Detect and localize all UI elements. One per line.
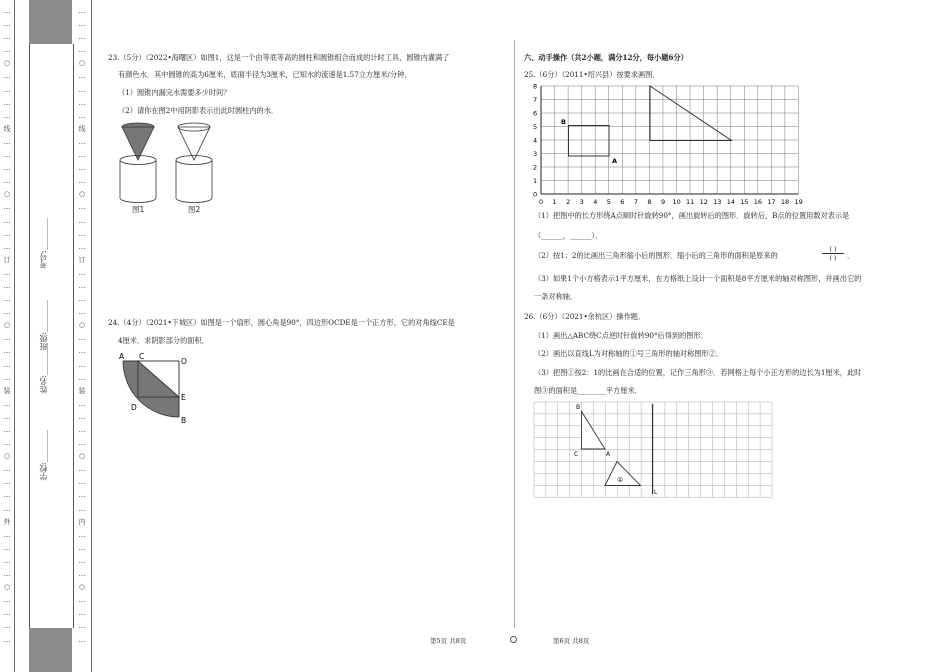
label-A: A — [119, 352, 125, 361]
inner-binding-mark: … — [78, 478, 86, 487]
y-tick-label: 7 — [533, 96, 538, 104]
outer-binding-mark: 装 — [3, 386, 11, 395]
section6-title: 六、动手操作（共2小题，满分12分，每小题6分） — [524, 53, 688, 62]
inner-binding-mark: … — [78, 373, 86, 382]
y-tick-label: 1 — [533, 177, 538, 185]
label-B: B — [181, 416, 187, 425]
inner-binding-mark: … — [78, 229, 86, 238]
x-tick-label: 4 — [593, 198, 598, 206]
q25-fraction-num: ( ) — [829, 245, 837, 253]
outer-binding-mark: … — [3, 399, 11, 408]
inner-binding-mark: … — [78, 399, 86, 408]
outer-binding-mark: … — [3, 373, 11, 382]
x-tick-label: 19 — [794, 198, 803, 206]
y-tick-label: 4 — [533, 136, 538, 145]
x-tick-label: 7 — [633, 198, 638, 206]
q26-label-a: A — [606, 451, 611, 458]
inner-binding-mark: … — [78, 570, 86, 579]
q25-fraction-den: ( ) — [829, 254, 837, 262]
binding-strip — [0, 0, 100, 672]
q25-point-b: B — [561, 118, 566, 126]
figure-1-cone-cylinder — [120, 123, 156, 203]
label-C: C — [139, 352, 145, 361]
q24-line2: 4厘米．求阴影部分的面积． — [118, 336, 209, 345]
x-tick-label: 17 — [767, 198, 776, 206]
column-divider — [514, 40, 515, 628]
x-tick-label: 2 — [566, 198, 571, 206]
inner-binding-mark: … — [78, 360, 86, 369]
outer-binding-mark: … — [3, 203, 11, 212]
footer-page-left: 第5页 共8页 — [430, 637, 467, 645]
inner-cut-line-marks — [77, 8, 87, 650]
outer-binding-mark: … — [3, 164, 11, 173]
figure-1-label: 图1 — [132, 205, 145, 214]
outer-binding-mark: … — [3, 216, 11, 225]
outer-binding-mark: … — [3, 137, 11, 146]
q25-sub3a: （3）如果1个小方格表示1平方厘米，在方格纸上设计一个面积是8平方厘米的轴对称图形，并画出它的 — [534, 274, 862, 283]
inner-binding-mark: 线 — [78, 124, 86, 133]
inner-binding-mark: … — [78, 281, 86, 290]
y-tick-label: 2 — [533, 163, 538, 172]
inner-binding-mark: … — [78, 439, 86, 448]
exam-no-field: 考号:________ — [39, 218, 48, 269]
q26-sub3b: 图③的面积是________平方厘米． — [534, 386, 642, 395]
inner-binding-mark: … — [78, 426, 86, 434]
q26-sub3a: （3）把图①按2：1的比画在合适的位置，记作三角形③．若网格上每个小正方形的边长为1厘米，此时 — [534, 368, 862, 377]
inner-binding-mark: … — [78, 203, 86, 212]
outer-binding-mark: … — [3, 111, 11, 120]
inner-binding-mark: … — [78, 622, 86, 631]
outer-binding-mark: … — [3, 281, 11, 290]
inner-binding-mark: … — [78, 151, 86, 160]
inner-binding-mark: … — [78, 268, 86, 277]
footer-circle-icon — [510, 636, 517, 643]
q25-sub2a: （2）按1：2的比画出三角形缩小后的图形．缩小后的三角形的面积是原来的 — [534, 251, 778, 260]
inner-binding-mark: … — [78, 98, 86, 107]
q23-sub1: （1）圆锥内漏完水需要多少时间？ — [118, 88, 231, 97]
outer-binding-mark: … — [3, 596, 11, 605]
q26-grid-figure — [532, 400, 776, 500]
q25-coordinate-grid — [528, 82, 812, 210]
q23-sub2: （2）请你在图2中用阴影表示出此时圆柱内的水． — [118, 106, 279, 115]
q25-point-a: A — [612, 157, 618, 165]
outer-binding-mark: … — [3, 426, 11, 434]
outer-binding-mark: … — [3, 465, 11, 474]
inner-binding-mark: … — [78, 412, 86, 421]
outer-binding-mark: … — [3, 347, 11, 356]
x-tick-label: 14 — [726, 198, 735, 206]
label-E: E — [181, 393, 186, 402]
footer-page-right: 第6页 共8页 — [553, 637, 590, 645]
binding-box — [29, 44, 74, 628]
inner-binding-mark: ○ — [78, 321, 86, 330]
x-tick-label: 6 — [620, 198, 625, 206]
outer-binding-mark: ○ — [3, 583, 11, 592]
inner-binding-mark: … — [78, 556, 86, 565]
outer-binding-mark: … — [3, 308, 11, 317]
outer-binding-mark: … — [3, 478, 11, 487]
x-tick-label: 3 — [579, 198, 584, 206]
inner-binding-mark: … — [78, 20, 86, 29]
outer-binding-mark: … — [3, 33, 11, 42]
inner-binding-mark: … — [78, 347, 86, 356]
x-tick-label: 13 — [713, 198, 722, 206]
q25-sub1b: （______，______）． — [534, 231, 603, 240]
inner-binding-mark: … — [78, 543, 86, 552]
y-tick-label: 0 — [533, 190, 538, 199]
inner-binding-mark: 内 — [78, 517, 86, 526]
outer-binding-mark: ○ — [3, 190, 11, 199]
q25-sub3b: 一条对称轴． — [534, 292, 578, 301]
q23-line2: 有颜色水．其中圆锥的高为6厘米，底面半径为3厘米，已知水的流速是1.57立方厘米/分钟． — [118, 70, 412, 79]
inner-binding-mark: … — [78, 72, 86, 81]
inner-binding-mark: … — [78, 609, 86, 618]
outer-binding-mark: … — [3, 635, 11, 644]
q25-rectangle — [569, 126, 610, 157]
outer-binding-mark: … — [3, 504, 11, 513]
binding-inner-line — [91, 0, 92, 672]
inner-binding-mark: … — [78, 635, 86, 644]
inner-binding-mark: … — [78, 46, 86, 55]
y-tick-label: 8 — [533, 82, 538, 91]
inner-binding-mark: … — [78, 33, 86, 42]
outer-binding-mark: … — [3, 229, 11, 238]
outer-binding-mark: … — [3, 543, 11, 552]
outer-binding-mark: … — [3, 20, 11, 29]
school-field: 学校:________ — [39, 430, 48, 481]
x-tick-label: 10 — [672, 198, 681, 206]
outer-binding-mark: ○ — [3, 452, 11, 461]
figure-2-cone-cylinder — [176, 123, 212, 203]
q26-label-l: L — [654, 489, 658, 496]
x-tick-label: 16 — [753, 198, 763, 206]
inner-binding-mark: ○ — [78, 59, 86, 68]
binding-outer-line — [14, 0, 15, 672]
q26-sub1: （1）画出△ABC绕C点逆时针旋转90°后得到的图形． — [534, 331, 708, 340]
outer-binding-mark: … — [3, 412, 11, 421]
x-tick-label: 15 — [740, 198, 749, 206]
inner-binding-mark: … — [78, 85, 86, 94]
x-tick-label: 12 — [699, 198, 708, 206]
q23-line1: 23.（5分）（2022•海曙区）如图1，这是一个由等底等高的圆柱和圆锥组合而成的计时工具，圆锥内灌满了 — [108, 53, 450, 62]
outer-binding-mark: … — [3, 334, 11, 343]
binding-gray-block-bottom — [29, 628, 72, 672]
inner-binding-mark: … — [78, 504, 86, 513]
inner-binding-mark: … — [78, 596, 86, 605]
inner-binding-mark: … — [78, 164, 86, 173]
inner-binding-mark: … — [78, 295, 86, 304]
q26-line1: 26.（6分）（2021•余杭区）操作题． — [524, 312, 646, 321]
inner-binding-mark: … — [78, 491, 86, 500]
x-tick-label: 0 — [539, 198, 544, 206]
outer-binding-mark: … — [3, 151, 11, 160]
inner-binding-mark: … — [78, 308, 86, 317]
inner-binding-mark: ○ — [78, 190, 86, 199]
q26-label-b: B — [576, 404, 581, 411]
outer-binding-mark: … — [3, 491, 11, 500]
x-tick-label: 11 — [686, 198, 695, 206]
outer-binding-mark: … — [3, 530, 11, 539]
x-tick-label: 18 — [780, 198, 790, 206]
x-tick-label: 5 — [606, 198, 611, 206]
inner-binding-mark: … — [78, 177, 86, 186]
y-tick-label: 6 — [533, 109, 538, 118]
q24-sector-figure — [116, 350, 196, 426]
q24-line1: 24.（4分）（2021•下城区）如图是一个扇形，圆心角是90°，四边形OCDE是一个正方形，它的对角线CE是 — [108, 318, 455, 327]
class-field: 班级:________ — [39, 300, 48, 351]
y-tick-label: 3 — [533, 150, 538, 158]
q25-sub1a: （1）把图中的长方形绕A点顺时针旋转90°，画出旋转后的图形．旋转后，B点的位置用数对表示是 — [534, 211, 850, 220]
outer-cut-line-marks — [2, 8, 12, 650]
q26-sub2: （2）画出以直线L为对称轴的①号三角形的轴对称图形②． — [534, 349, 724, 358]
inner-binding-mark: … — [78, 7, 86, 15]
inner-binding-mark: ○ — [78, 452, 86, 461]
inner-binding-mark: … — [78, 334, 86, 343]
outer-binding-mark: 订 — [3, 255, 11, 264]
binding-gray-block-top — [29, 0, 72, 44]
outer-binding-mark: ○ — [3, 321, 11, 330]
inner-binding-mark: 装 — [78, 386, 86, 395]
x-tick-label: 8 — [647, 198, 652, 206]
inner-binding-mark: … — [78, 242, 86, 251]
inner-binding-mark: … — [78, 111, 86, 120]
name-field: 姓名:________ — [39, 343, 48, 394]
outer-binding-mark: … — [3, 242, 11, 251]
q25-fraction — [819, 245, 847, 262]
x-tick-label: 1 — [552, 198, 557, 206]
q26-label-one: ① — [617, 476, 624, 484]
inner-binding-mark: … — [78, 465, 86, 474]
inner-binding-mark: … — [78, 137, 86, 146]
label-D: D — [131, 403, 137, 412]
outer-binding-mark: … — [3, 556, 11, 565]
outer-binding-mark: … — [3, 609, 11, 618]
outer-binding-mark: … — [3, 570, 11, 579]
outer-binding-mark: … — [3, 295, 11, 304]
outer-binding-mark: … — [3, 268, 11, 277]
q25-line1: 25.（6分）（2011•绍兴县）按要求画图． — [524, 70, 660, 79]
figure-2-label: 图2 — [188, 205, 201, 214]
inner-binding-mark: … — [78, 530, 86, 539]
label-O: O — [181, 357, 187, 366]
outer-binding-mark: … — [3, 46, 11, 55]
q26-label-c: C — [574, 451, 579, 458]
inner-binding-mark: ○ — [78, 583, 86, 592]
x-tick-label: 9 — [660, 198, 666, 206]
outer-binding-mark: … — [3, 177, 11, 186]
outer-binding-mark: … — [3, 439, 11, 448]
outer-binding-mark: … — [3, 7, 11, 15]
outer-binding-mark: … — [3, 98, 11, 107]
inner-binding-mark: … — [78, 216, 86, 225]
outer-binding-mark: … — [3, 72, 11, 81]
y-tick-label: 5 — [533, 123, 538, 131]
q25-sub2-end: ． — [847, 251, 855, 260]
outer-binding-mark: … — [3, 85, 11, 94]
q23-figures — [112, 120, 222, 220]
outer-binding-mark: … — [3, 622, 11, 631]
outer-binding-mark: ○ — [3, 59, 11, 68]
inner-binding-mark: 订 — [78, 255, 86, 264]
outer-binding-mark: 外 — [3, 517, 11, 526]
outer-binding-mark: … — [3, 360, 11, 369]
outer-binding-mark: 线 — [3, 124, 11, 133]
